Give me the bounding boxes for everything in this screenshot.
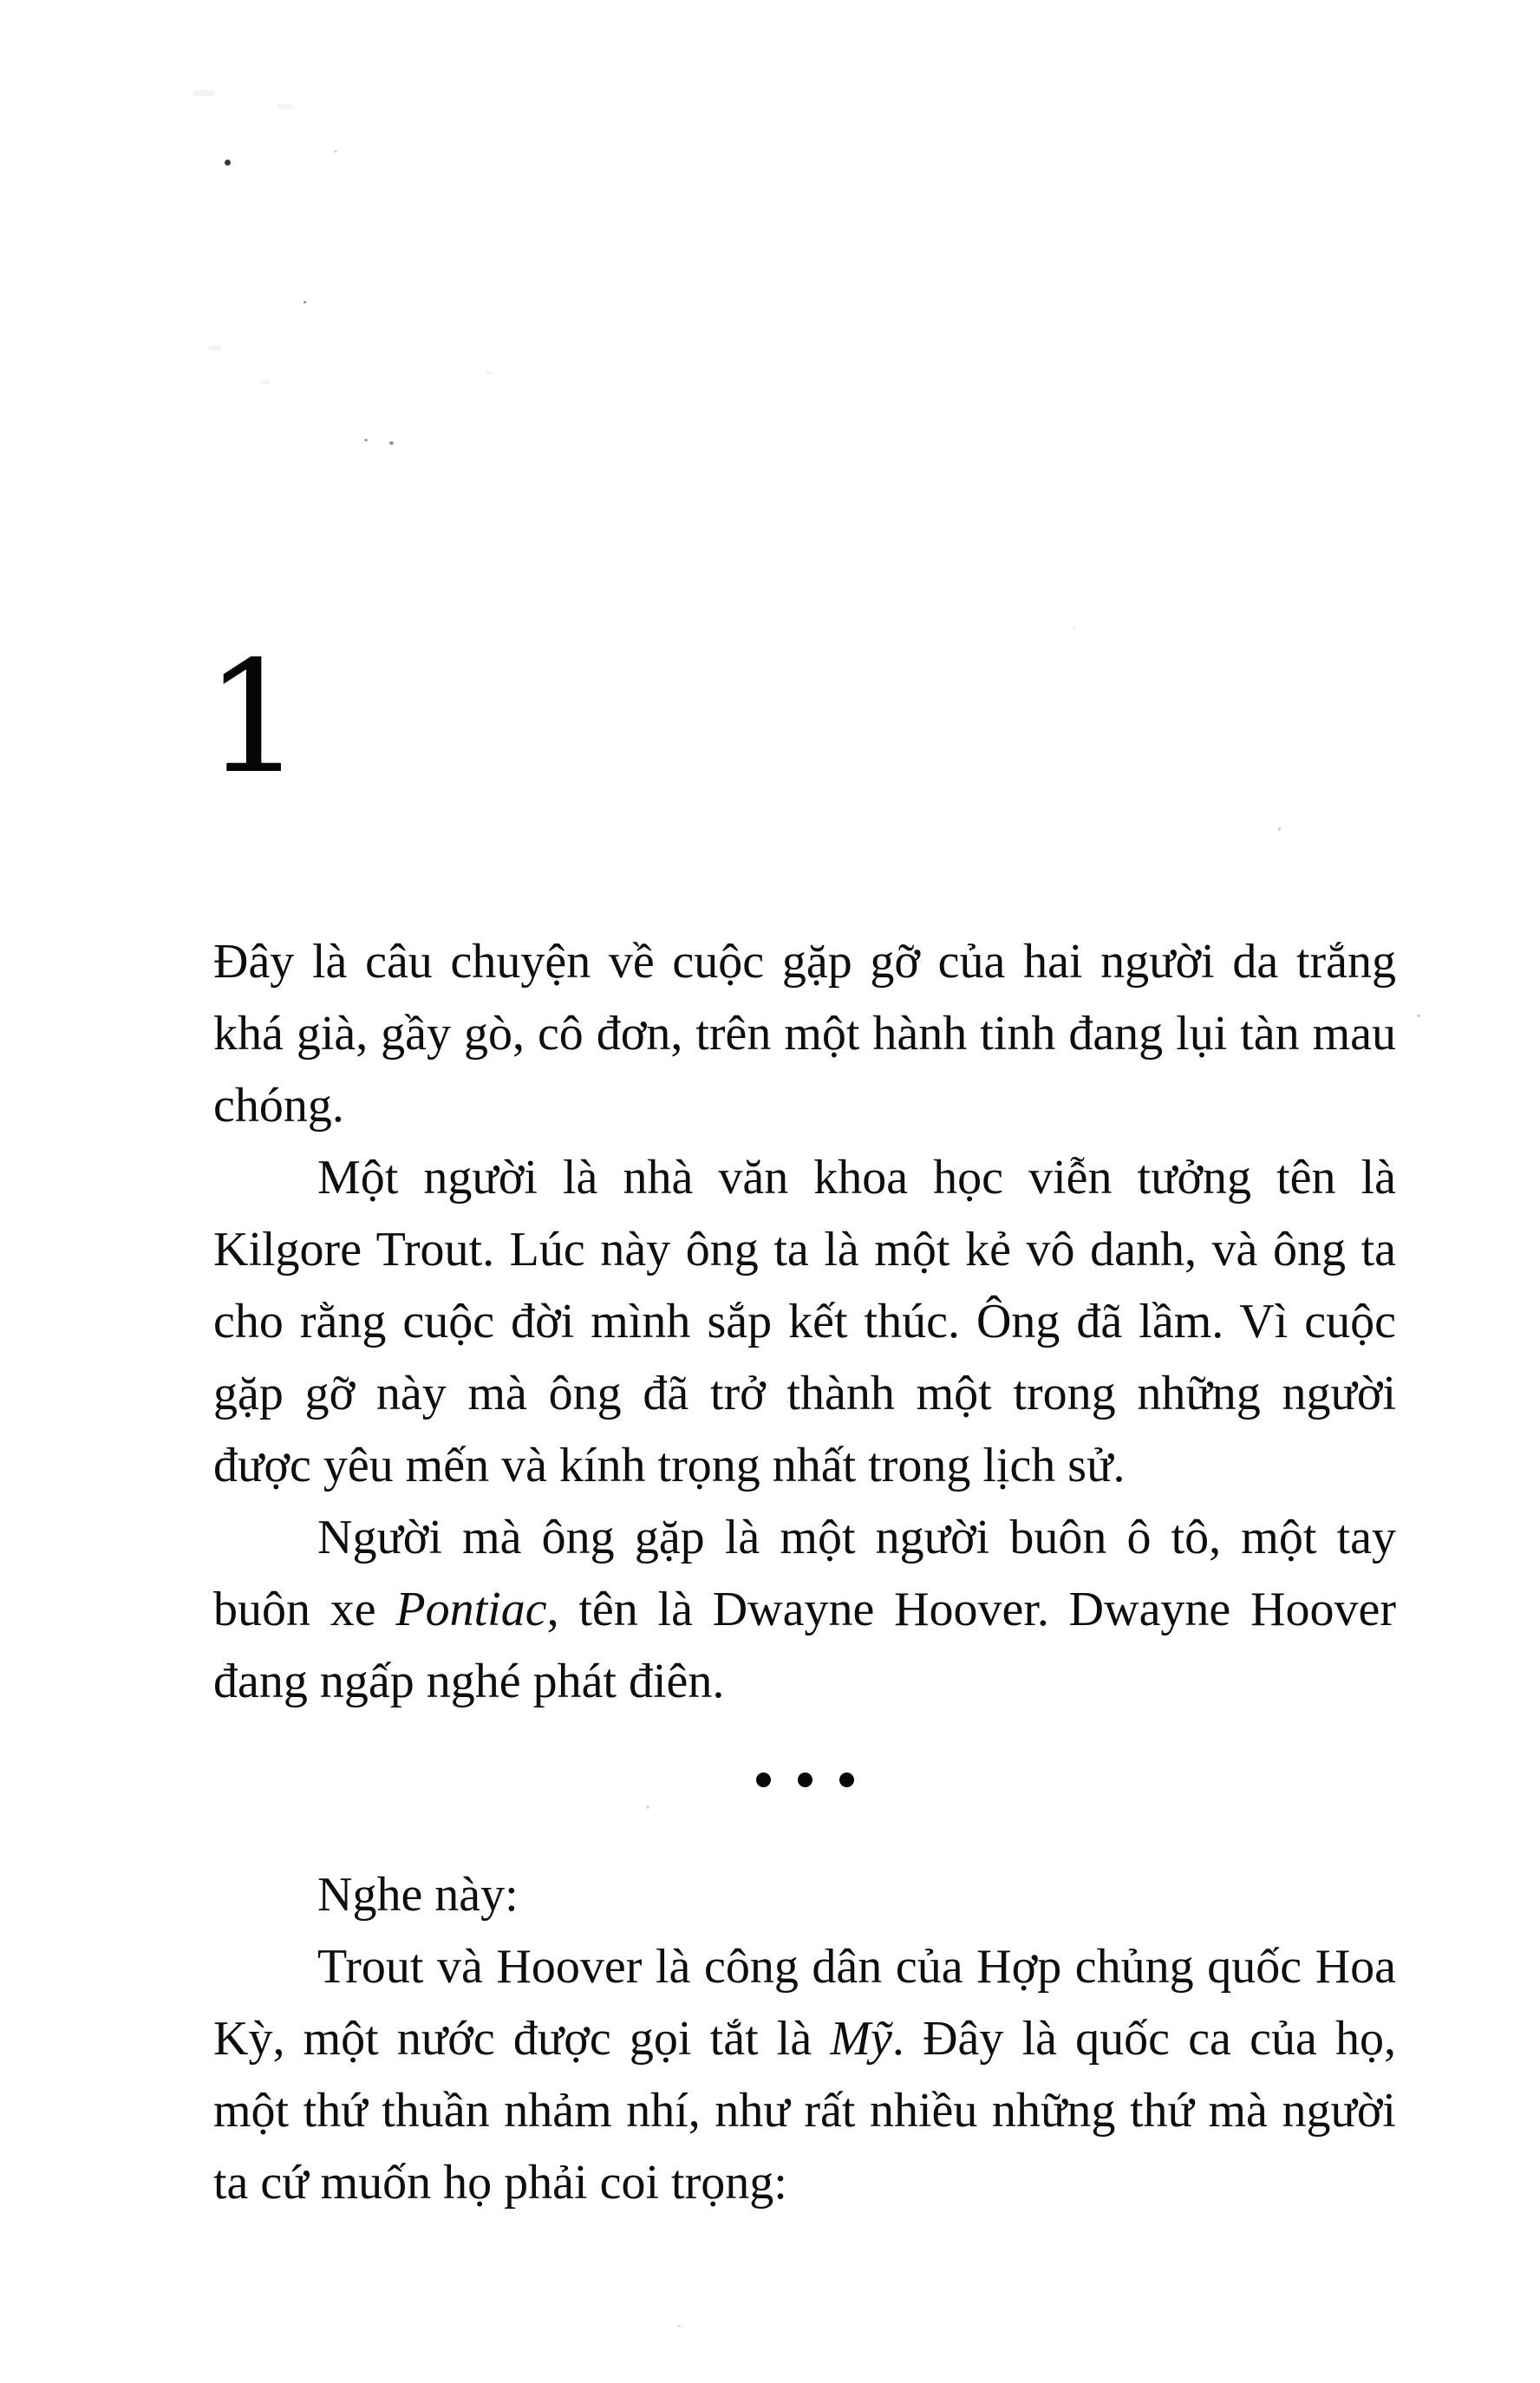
paragraph-nghe-nay: [213, 1859, 1396, 1931]
separator-dot-icon: [798, 1773, 812, 1787]
scan-speck: [277, 104, 293, 109]
text-run: , tên là Dwayne Hoover. Dwayne Hoover đang ngấp nghé phát điên.: [213, 1583, 1396, 1708]
scan-speck: [1073, 627, 1075, 630]
scan-speck: [1417, 1015, 1420, 1017]
scan-speck: [1278, 827, 1281, 831]
scan-speck: [486, 371, 493, 375]
scan-speck: [364, 439, 368, 441]
paragraph-dwayne-hoover: [213, 1502, 1396, 1718]
text-run: Người mà ông gặp là một người buôn ô tô, một tay buôn xe: [213, 1511, 1396, 1636]
scan-speck: [208, 345, 222, 350]
text-run: Nghe này:: [317, 1868, 519, 1922]
italic-text-run: Mỹ: [830, 2012, 892, 2066]
italic-text-run: Pontiac: [395, 1583, 547, 1636]
scan-speck: [334, 150, 337, 153]
separator-dot-icon: [839, 1773, 854, 1787]
scan-speck: [260, 380, 270, 384]
chapter-number: 1: [205, 628, 303, 807]
paragraph-opening: [213, 926, 1396, 1142]
text-run: Một người là nhà văn khoa học viễn tưởng tên là Kilgore Trout. Lúc này ông ta là một kẻ vô danh, và ông ta cho rằng cuộc đời mình sắp kết thúc. Ông đã lầm. Vì cuộc gặp gỡ này mà ông đã trở thành một trong những người được yêu mến và kính trọng nhất trong lịch sử.: [213, 1151, 1396, 1492]
scan-speck: [192, 90, 215, 96]
scan-speck: [389, 441, 394, 445]
text-run: Trout và Hoover là công dân của Hợp chủng quốc Hoa Kỳ, một nước được gọi tắt là: [213, 1940, 1396, 2066]
paragraph-kilgore-trout: [213, 1142, 1396, 1502]
paragraph-national-anthem: [213, 1931, 1396, 2219]
text-run: . Đây là quốc ca của họ, một thứ thuần nhảm nhí, như rất nhiều những thứ mà người ta cứ muốn họ phải coi trọng:: [213, 2012, 1396, 2210]
separator-dot-icon: [756, 1773, 771, 1787]
text-run: Đây là câu chuyện về cuộc gặp gỡ của hai người da trắng khá già, gầy gò, cô đơn, trên một hành tinh đang lụi tàn mau chóng.: [213, 935, 1396, 1133]
scan-speck: [303, 301, 306, 304]
scan-speck: [677, 2325, 681, 2328]
section-separator-dots: [213, 1762, 1396, 1797]
body-text: [213, 926, 1396, 2219]
scan-speck: [225, 160, 231, 166]
